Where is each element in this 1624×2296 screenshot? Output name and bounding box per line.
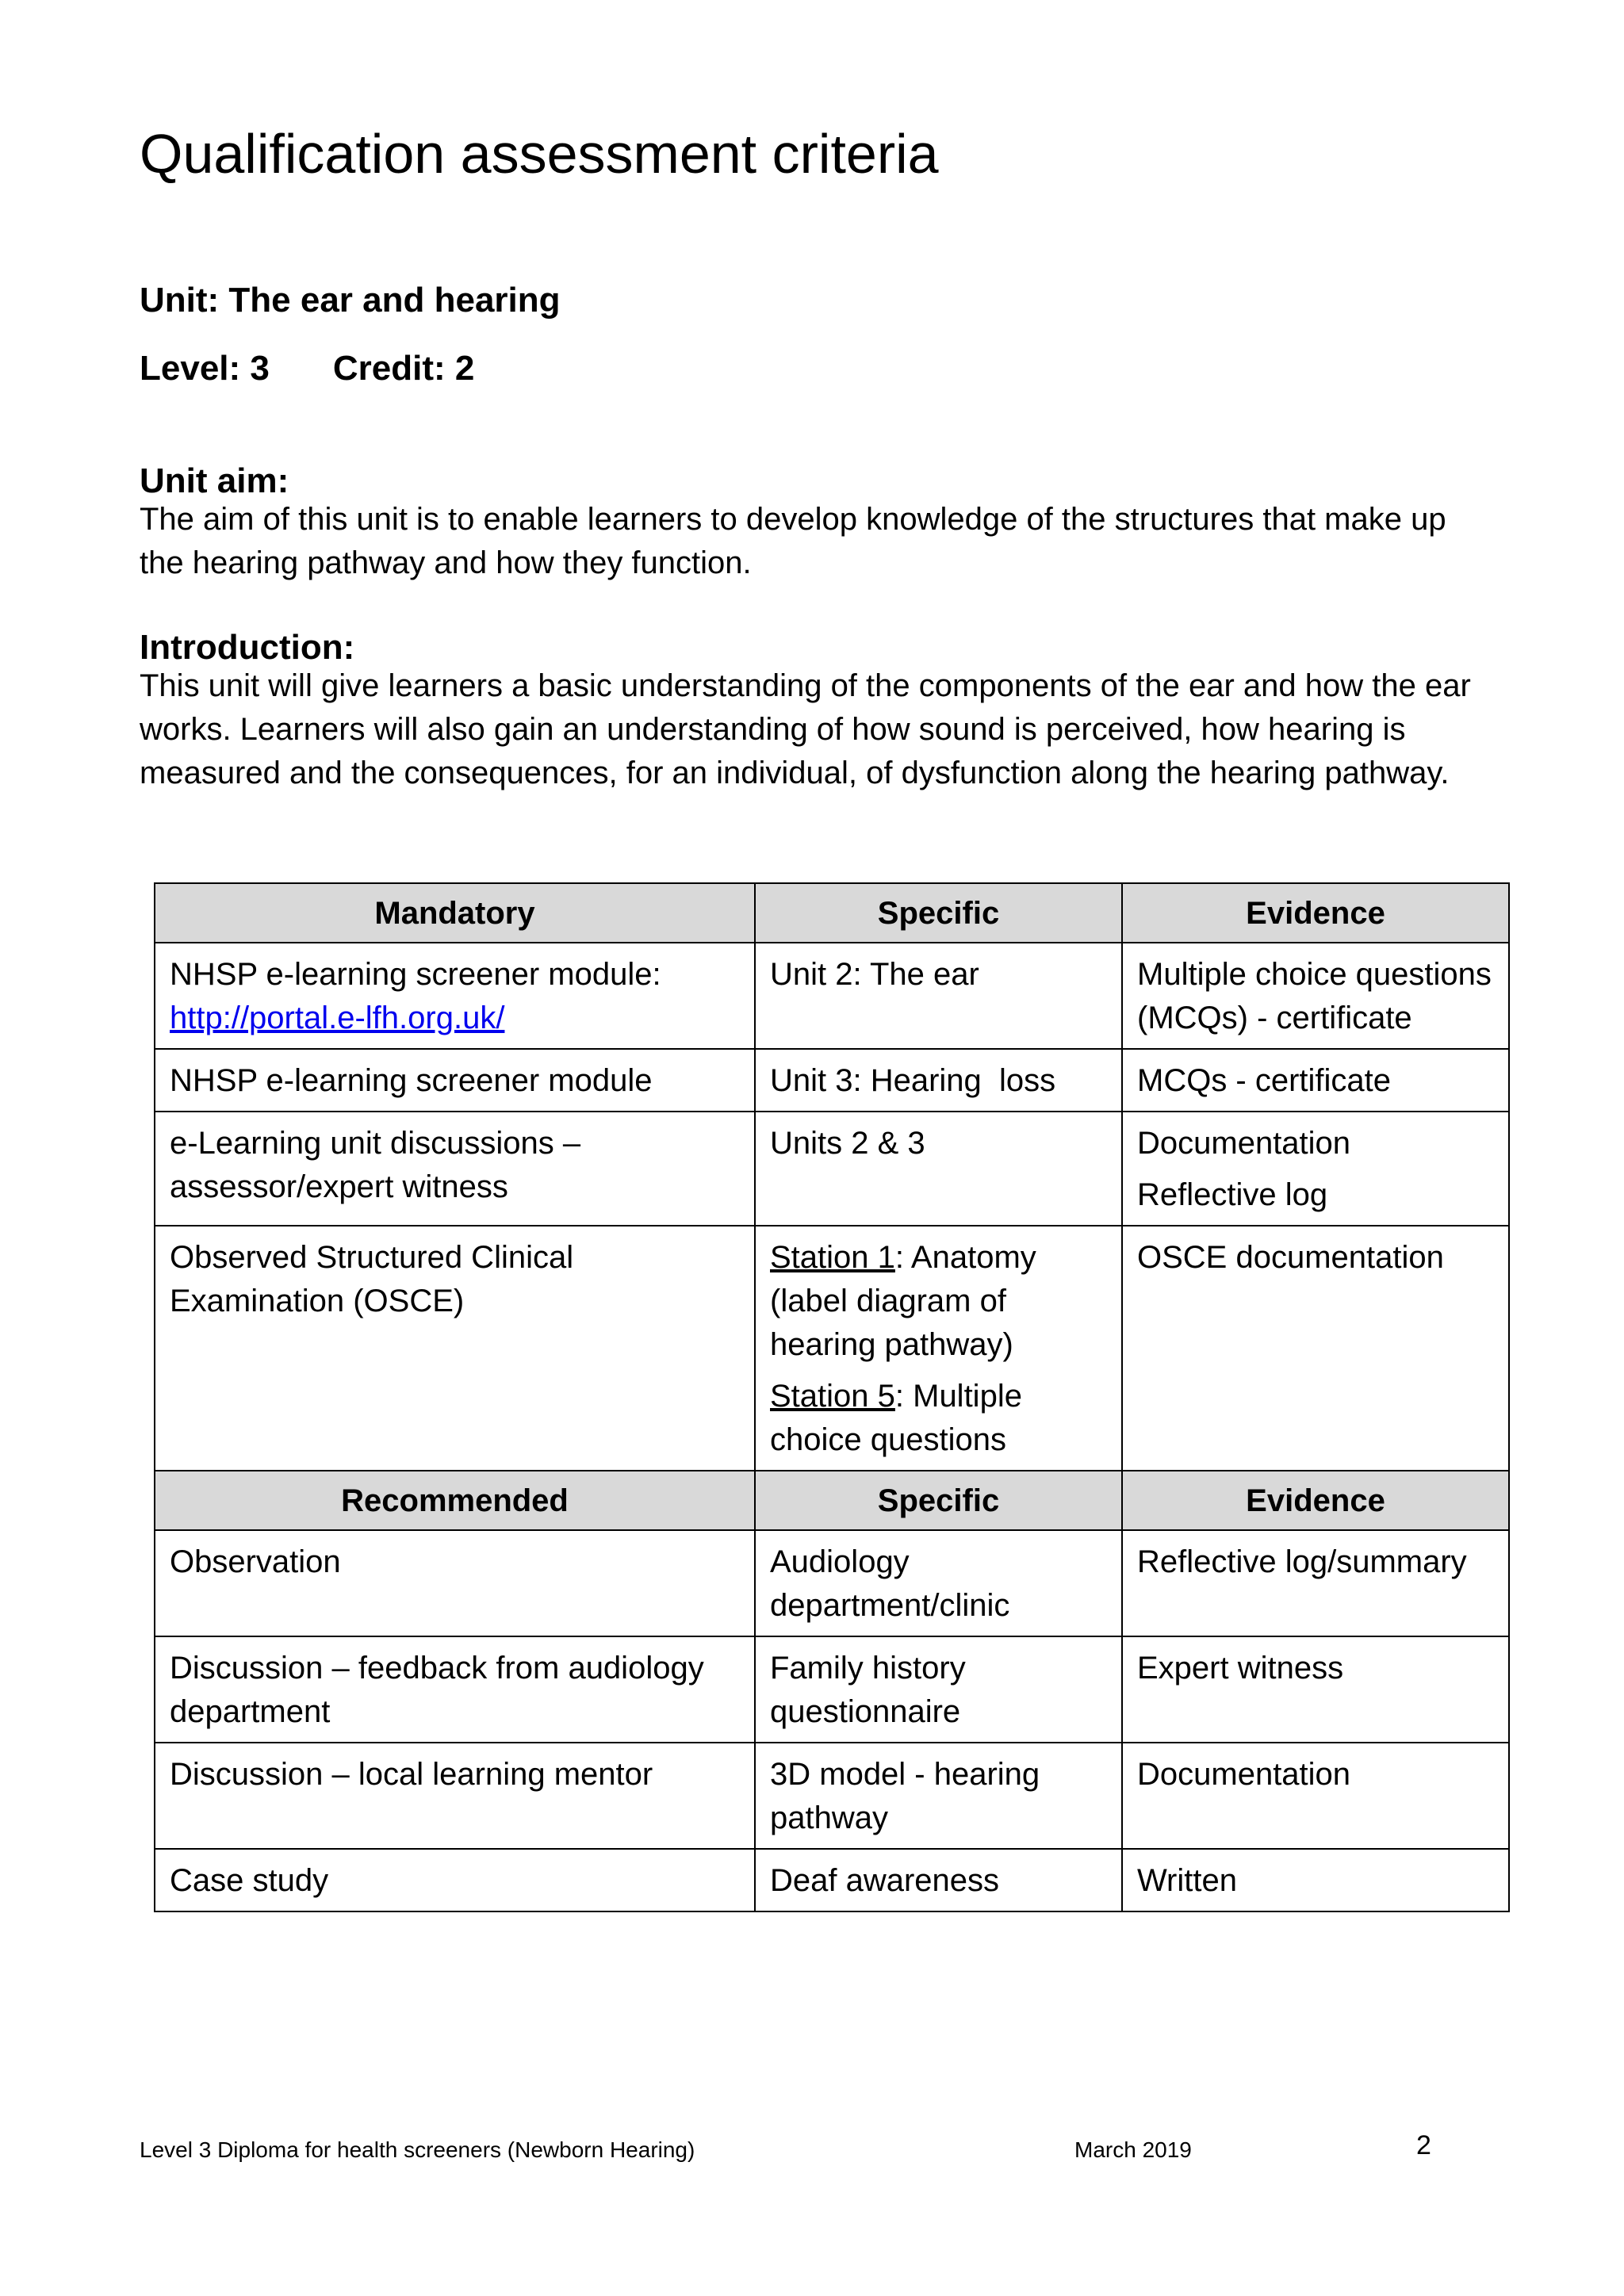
recommended-header-row [155,1471,1509,1530]
table-cell-mandatory: e-Learning unit discussions – assessor/expert witness [155,1112,755,1226]
station-1-entry [770,1236,1107,1367]
station-5-entry [770,1375,1107,1462]
cell-text: NHSP e-learning screener module: [170,957,661,992]
header-specific: Specific [755,883,1122,943]
table-row [155,1849,1509,1911]
table-cell-recommended: Observation [155,1530,755,1636]
table-cell-evidence: Written [1122,1849,1509,1911]
table-row [155,1112,1509,1226]
table-cell-evidence: MCQs - certificate [1122,1049,1509,1112]
table-row [155,1743,1509,1849]
unit-name: Unit: The ear and hearing [140,281,561,320]
unit-aim-heading: Unit aim: [140,461,289,500]
table-cell-specific: Audiology department/clinic [755,1530,1122,1636]
table-cell-mandatory: NHSP e-learning screener module [155,1049,755,1112]
table-cell-recommended: Discussion – local learning mentor [155,1743,755,1849]
table-cell-evidence: OSCE documentation [1122,1226,1509,1471]
evidence-reflective-log: Reflective log [1137,1177,1328,1212]
page-title: Qualification assessment criteria [140,123,939,185]
e-lfh-portal-link[interactable]: http://portal.e-lfh.org.uk/ [170,1001,505,1035]
evidence-documentation: Documentation [1137,1126,1351,1161]
introduction-heading: Introduction: [140,628,355,667]
table-cell-mandatory [155,943,755,1049]
station-5-label: Station 5 [770,1379,895,1414]
table-row [155,1226,1509,1471]
table-cell-specific: Units 2 & 3 [755,1112,1122,1226]
footer-date: March 2019 [1074,2137,1192,2162]
table-cell-specific: Deaf awareness [755,1849,1122,1911]
table-row [155,943,1509,1049]
table-cell-evidence: Reflective log/summary [1122,1530,1509,1636]
table-cell-specific: Unit 2: The ear [755,943,1122,1049]
table-cell-recommended: Case study [155,1849,755,1911]
station-5-text: : Multiple choice questions [770,1379,1022,1457]
unit-aim-text: The aim of this unit is to enable learners to develop knowledge of the structures that make up the hearing pathway and how they function. [140,502,1446,580]
table-cell-mandatory: Observed Structured Clinical Examination (OSCE) [155,1226,755,1471]
mandatory-header-row [155,883,1509,943]
table-cell-evidence: Multiple choice questions (MCQs) - certificate [1122,943,1509,1049]
assessment-criteria-table [154,882,1510,1912]
introduction-text: This unit will give learners a basic understanding of the components of the ear and how the ear works. Learners will also gain an understanding of how sound is perceived, how hearing is measured and the consequences, for an individual, of dysfunction along the hearing pathway. [140,668,1471,790]
table-cell-recommended: Discussion – feedback from audiology department [155,1636,755,1743]
table-cell-evidence: Expert witness [1122,1636,1509,1743]
table-row [155,1636,1509,1743]
header-recommended: Recommended [155,1471,755,1530]
header-specific: Specific [755,1471,1122,1530]
header-evidence: Evidence [1122,1471,1509,1530]
station-1-text: : Anatomy (label diagram of hearing pathway) [770,1240,1036,1362]
table-cell-evidence: Documentation [1122,1743,1509,1849]
page-number: 2 [1416,2130,1431,2160]
table-cell-specific [755,1226,1122,1471]
header-evidence: Evidence [1122,883,1509,943]
unit-level: Level: 3 [140,349,270,388]
table-cell-evidence [1122,1112,1509,1226]
table-row [155,1049,1509,1112]
table-cell-specific: 3D model - hearing pathway [755,1743,1122,1849]
table-cell-specific: Family history questionnaire [755,1636,1122,1743]
footer-document-title: Level 3 Diploma for health screeners (Newborn Hearing) [140,2137,695,2162]
level-credit [140,346,474,392]
table-cell-specific: Unit 3: Hearing loss [755,1049,1122,1112]
unit-credit: Credit: 2 [332,349,475,388]
header-mandatory: Mandatory [155,883,755,943]
station-1-label: Station 1 [770,1240,895,1275]
table-row [155,1530,1509,1636]
